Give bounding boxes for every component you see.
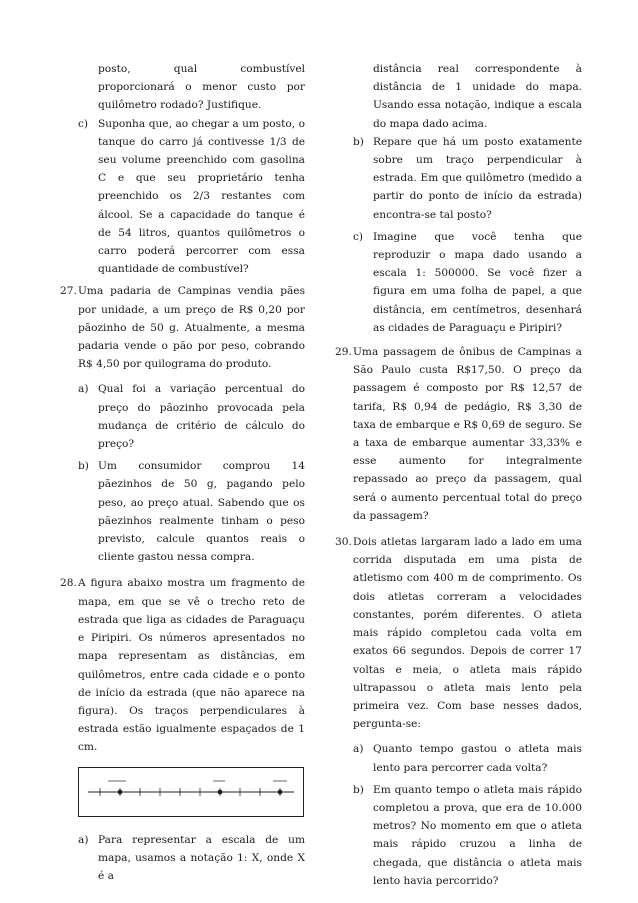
q28-text: A figura abaixo mostra um fragmento de mapa, em que se vê o trecho reto de estrada que liga as cidades de Paraguaçu e Piripiri. Os números apresentados no mapa representam as distâncias, em quilômetros, entre cada cidade e o ponto de início da estrada (que não aparece na figura). Os traços perpendiculares à estrada estão igualmente espaçados de 1 cm. [78,577,305,754]
road-map-figure [78,767,304,817]
q30a-text: Quanto tempo gastou o atleta mais lento para percorrer cada volta? [373,743,582,774]
q28a-item [78,831,305,886]
city-paraguacu-marker [118,789,123,794]
q28a-continuation: distância real correspondente à distância de 1 unidade do mapa. Usando essa notação, indique a escala do mapa dado acima. [373,63,582,130]
q30a-item [353,740,582,776]
q30-number: 30. [335,536,352,549]
q30b-label: b) [353,783,364,796]
q27-number: 27. [60,285,77,298]
q28b-label: b) [353,135,364,148]
q29-item [335,343,582,525]
q29-number: 29. [335,346,352,359]
city-piripiri-marker [278,789,283,794]
q28a-text: Para representar a escala de um mapa, usamos a notação 1: X, onde X é a [98,833,305,882]
q29-text: Uma passagem de ônibus de Campinas a São Paulo custa R$17,50. O preço da passagem é composto por R$ 12,57 de tarifa, R$ 0,94 de pedágio, R$ 3,30 de taxa de embarque e R$ 0,69 de seguro. Se a taxa de embarque aumentar 33,33% e esse aumento for integralmente repassado ao preço da passagem, qual será o aumento percentual total do preço da passagem? [353,346,582,522]
q27a-label: a) [78,383,89,396]
faint-map-labels [108,780,287,782]
q27a-text: Qual foi a variação percentual do preço do pãozinho provocada pela mudança de critério de cálculo do preço? [98,383,305,451]
q26c-label: c) [78,117,89,130]
right-column [335,60,582,894]
q30-text: Dois atletas largaram lado a lado em uma corrida disputada em uma pista de atletismo com 400 m de comprimento. Os dois atletas correram a velocidades constantes, porém diferentes. O atleta mais rápido completou cada volta em exatos 66 segundos. Depois de correr 17 voltas e meia, o atleta mais rápido ultrapassou o atleta mais lento pela primeira vez. Com base nesses dados, pergunta-se: [353,536,582,731]
q30a-label: a) [353,743,364,756]
q26-continuation: posto, qual combustível proporcionará o menor custo por quilômetro rodado? Justifique. [98,63,305,112]
q30b-item [353,781,582,890]
q30-item [335,533,582,733]
q27b-item [78,457,305,566]
q27b-text: Um consumidor comprou 14 pãezinhos de 50 g, pagando pelo peso, ao preço atual. Sabendo que os pãezinhos realmente tinham o peso previsto, calcule quantos reais o cliente gastou nessa compra. [98,460,305,564]
q27-text: Uma padaria de Campinas vendia pães por unidade, a um preço de R$ 0,20 por pãozinho de 50 g. Atualmente, a mesma padaria vende o pão por peso, cobrando R$ 4,50 por quilograma do produto. [78,285,305,371]
q28c-item [353,228,582,337]
q28c-label: c) [353,230,364,243]
left-column [60,60,305,889]
q28-number: 28. [60,577,77,590]
q26c-item [78,115,305,279]
q28b-text: Repare que há um posto exatamente sobre um traço perpendicular à estrada. Em que quilômetro (medido a partir do ponto de início da estrada) encontra-se tal posto? [373,135,582,221]
q28c-text: Imagine que você tenha que reproduzir o mapa dado usando a escala 1: 500000. Se você fizer a figura em uma folha de papel, a que distância, em centímetros, desenhará as cidades de Paraguaçu e Piripiri? [373,230,582,334]
gas-station-marker [218,789,223,794]
q27-item [60,282,305,373]
q28b-item [353,133,582,224]
q26c-text: Suponha que, ao chegar a um posto, o tanque do carro já contivesse 1/3 de seu volume preenchido com gasolina C e que seu proprietário tenha preenchido os 2/3 restantes com álcool. Se a capacidade do tanque é de 54 litros, quantos quilômetros o carro poderá percorrer com essa quantidade de combustível? [98,117,305,276]
q30b-text: Em quanto tempo o atleta mais rápido completou a prova, que era de 10.000 metros? No momento em que o atleta mais rápido cruzou a linha de chegada, que distância o atleta mais lento havia percorrido? [373,783,582,887]
q27a-item [78,380,305,453]
q27b-label: b) [78,460,89,473]
q28a-label: a) [78,833,89,846]
q28-item [60,574,305,756]
